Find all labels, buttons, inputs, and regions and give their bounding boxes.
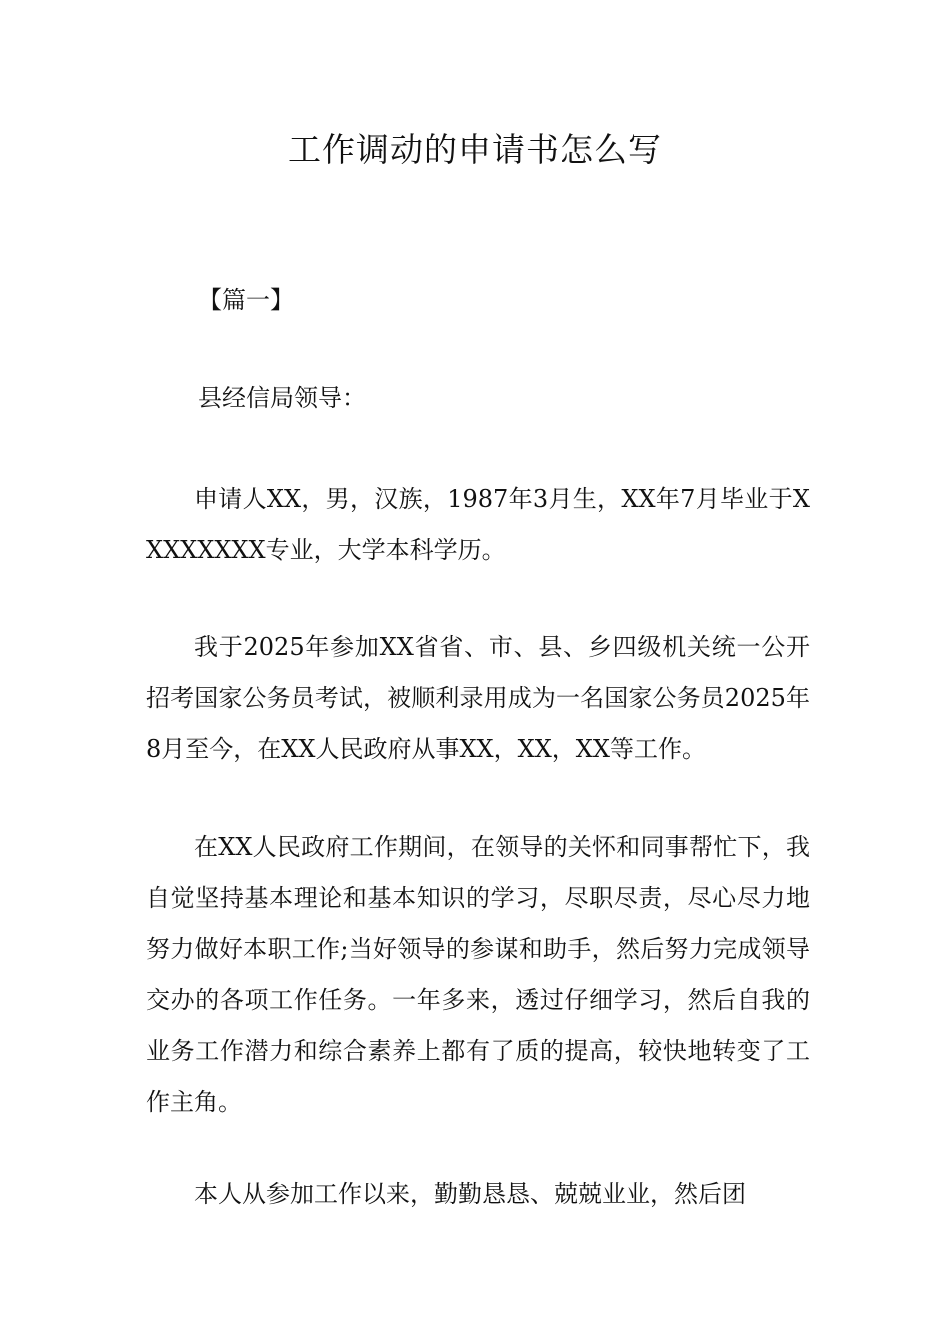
salutation: 县经信局领导： (198, 384, 366, 412)
paragraph-work-performance: 在XX人民政府工作期间，在领导的关怀和同事帮忙下，我自觉坚持基本理论和基本知识的学习，尽职尽责，尽心尽力地努力做好本职工作;当好领导的参谋和助手，然后努力完成领导交办的各项工作任务。一年多来，透过仔细学习，然后自我的业务工作潜力和综合素养上都有了质的提高，较快地转变了工作主角。 (146, 833, 810, 1116)
document-title: 工作调动的申请书怎么写 (288, 130, 662, 169)
paragraph-employment: 我于2025年参加XX省省、市、县、乡四级机关统一公开招考国家公务员考试，被顺利录用成为一名国家公务员2025年8月至今，在XX人民政府从事XX，XX，XX等工作。 (146, 633, 810, 763)
paragraph-applicant-info: 申请人XX，男，汉族，1987年3月生，XX年7月毕业于XXXXXXXX专业，大学本科学历。 (146, 485, 810, 564)
section-heading: 【篇一】 (198, 286, 294, 314)
paragraph-attitude: 本人从参加工作以来，勤勤恳恳、兢兢业业，然后团 (194, 1180, 746, 1208)
